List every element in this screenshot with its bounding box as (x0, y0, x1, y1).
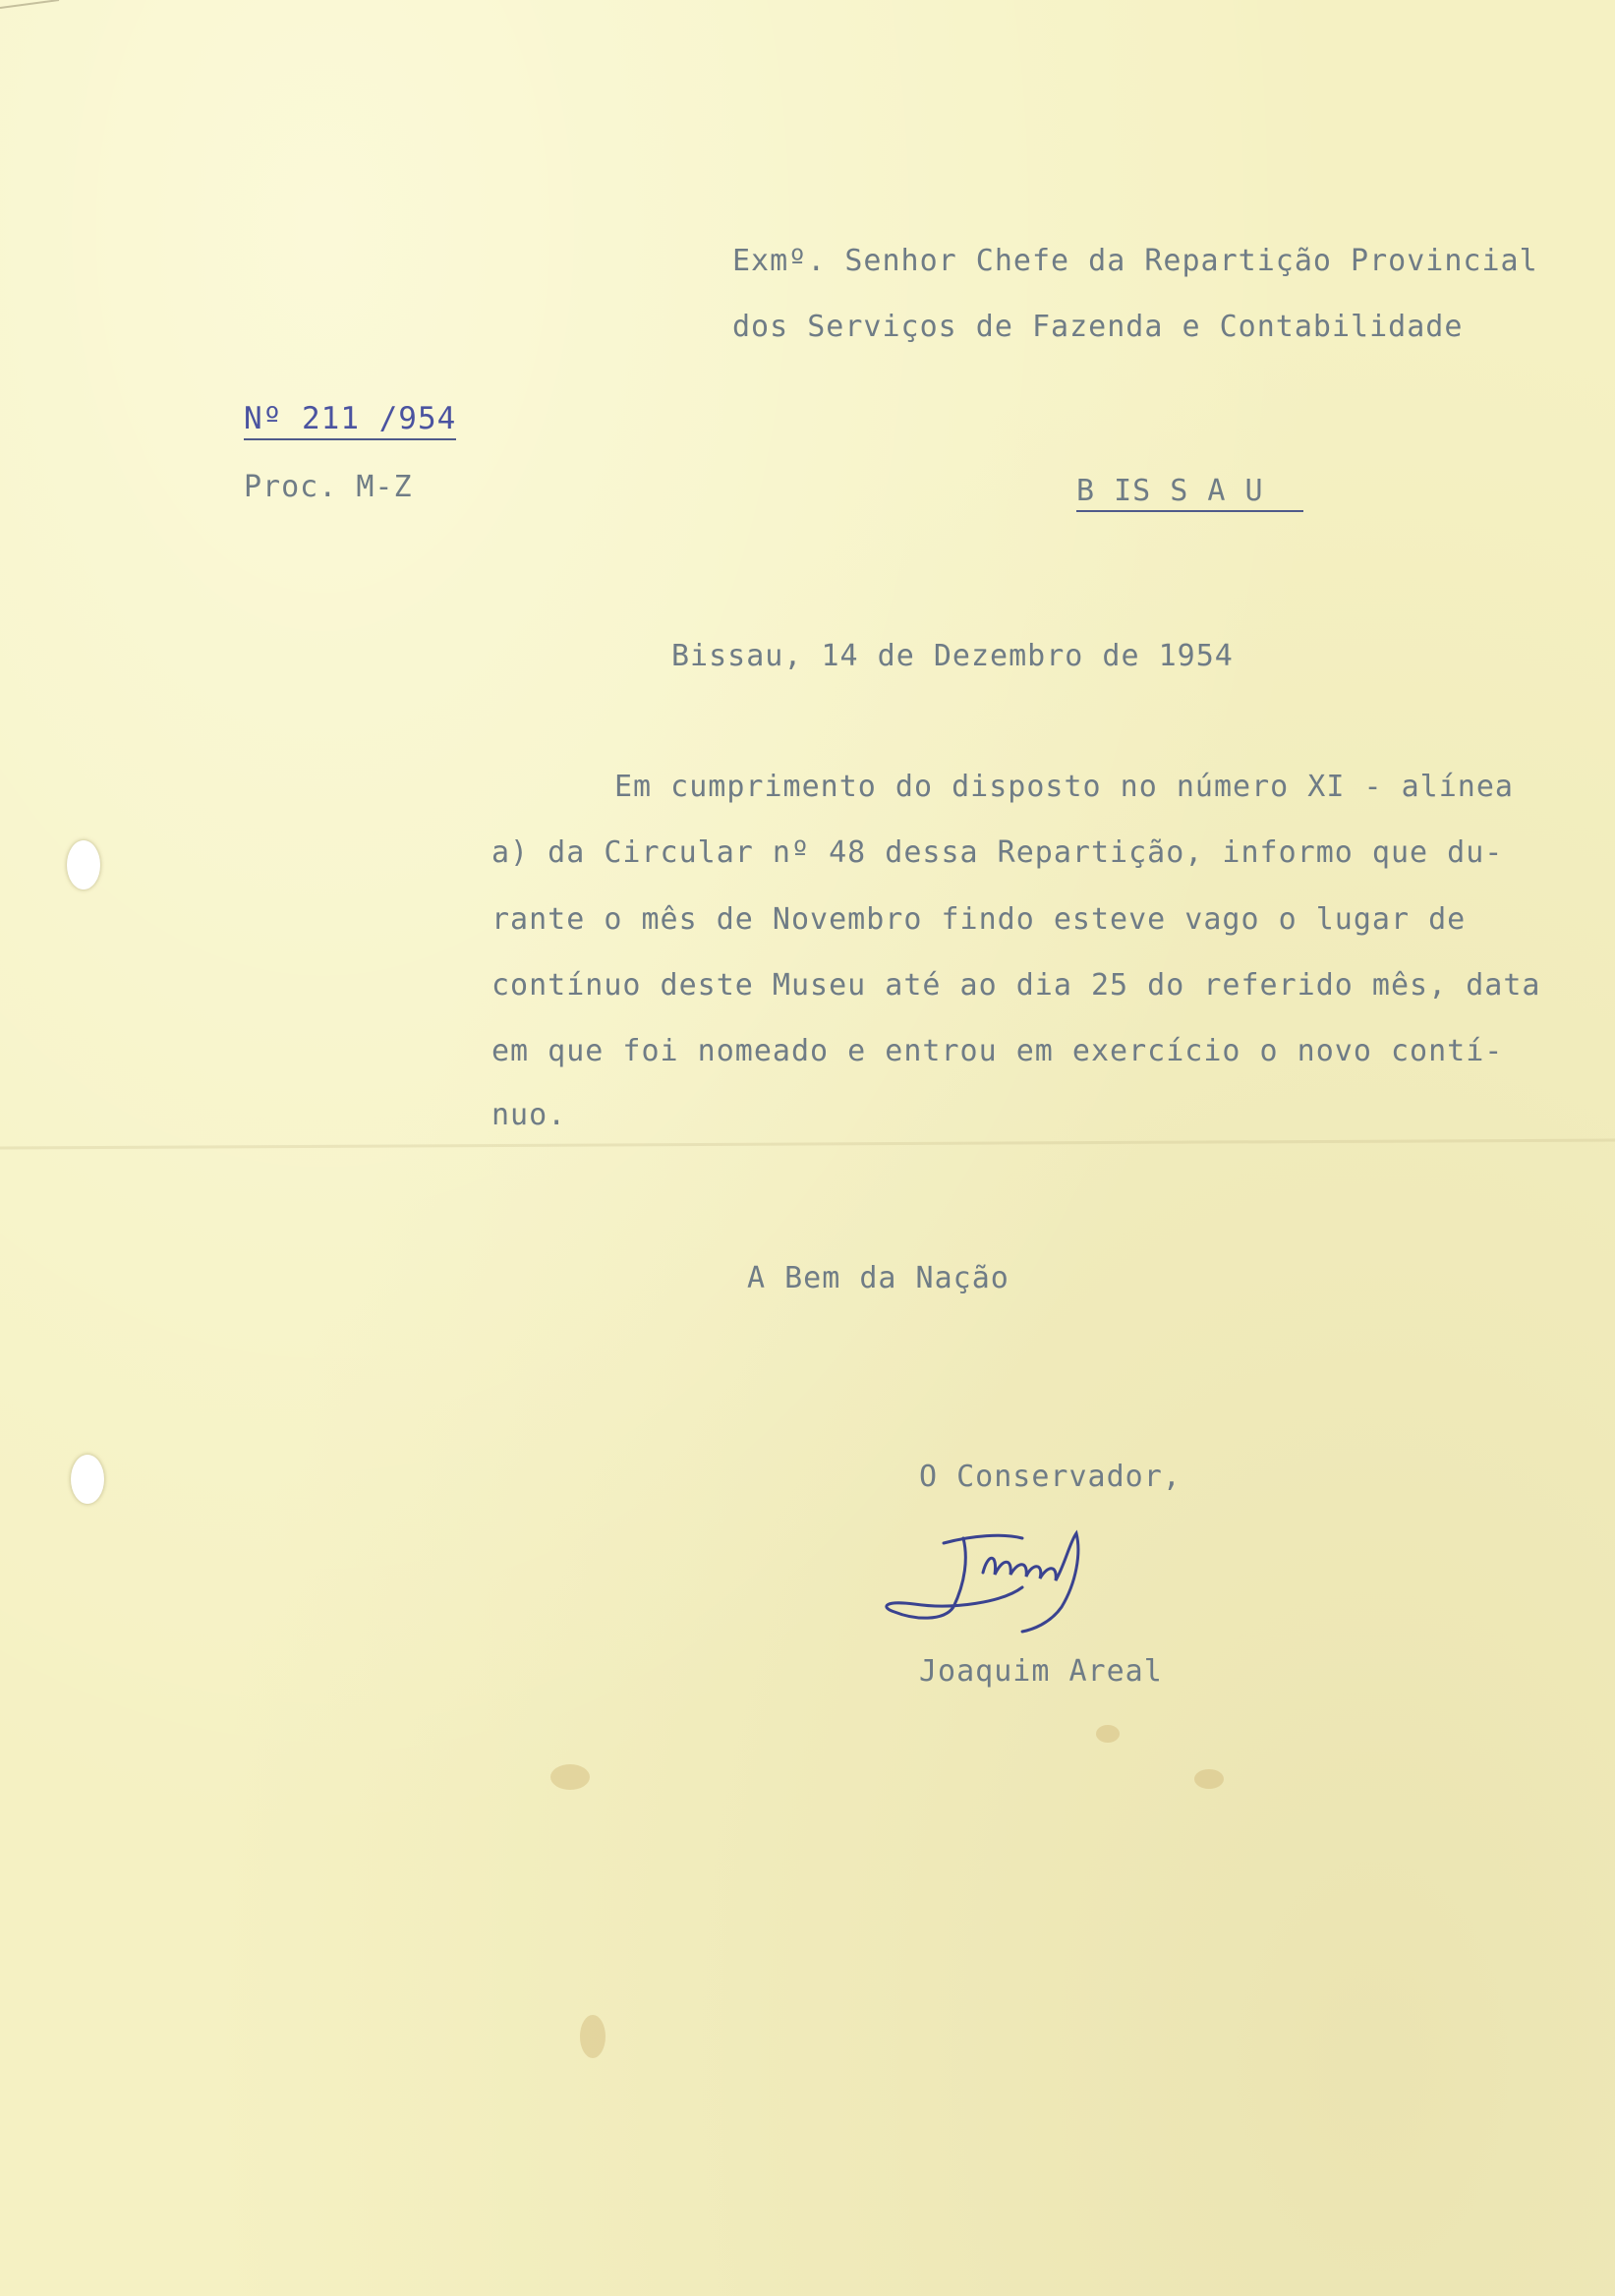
signatory-title: O Conservador, (919, 1460, 1182, 1494)
destination: B IS S A U (1076, 474, 1303, 512)
process-number: Proc. M-Z (244, 470, 413, 504)
body-line: rante o mês de Novembro findo esteve vago o lugar de (491, 902, 1467, 937)
signature (875, 1514, 1160, 1651)
body-line: a) da Circular nº 48 dessa Repartição, informo que du- (491, 835, 1504, 870)
addressee-line-2: dos Serviços de Fazenda e Contabilidade (732, 310, 1464, 344)
punch-hole (67, 840, 100, 890)
stain (1096, 1725, 1120, 1743)
signatory-name: Joaquim Areal (919, 1654, 1163, 1689)
reference-number: Nº 211 /954 (244, 401, 456, 440)
addressee-line-1: Exmº. Senhor Chefe da Repartição Provincial (732, 244, 1538, 278)
closing: A Bem da Nação (747, 1261, 1009, 1295)
stain (1194, 1769, 1224, 1789)
stain (580, 2015, 606, 2058)
body-line: nuo. (491, 1098, 567, 1132)
body-line: em que foi nomeado e entrou em exercício o novo contí- (491, 1034, 1504, 1068)
body-line: Em cumprimento do disposto no número XI - alínea (614, 770, 1514, 804)
date-line: Bissau, 14 de Dezembro de 1954 (671, 639, 1234, 673)
stain (550, 1764, 590, 1790)
body-line: contínuo deste Museu até ao dia 25 do referido mês, data (491, 968, 1541, 1003)
punch-hole (71, 1455, 104, 1504)
